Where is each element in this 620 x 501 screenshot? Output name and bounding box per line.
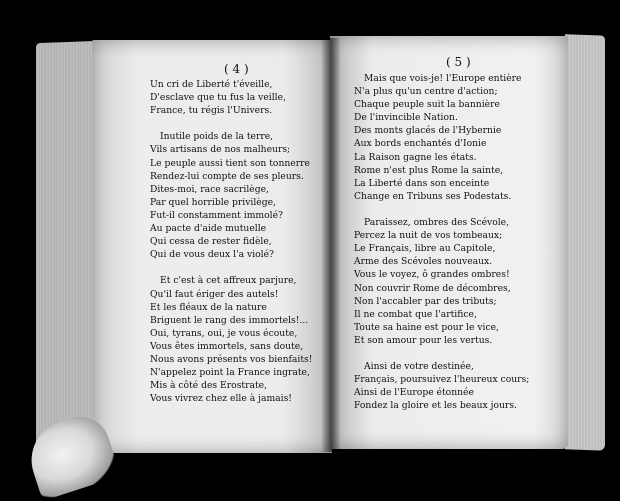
verse-line: Un cri de Liberté t'éveille,	[150, 79, 273, 90]
verse-line: Fondez la gloire et les beaux jours.	[354, 400, 517, 412]
verse-line: Non l'accabler par des tributs;	[354, 295, 497, 307]
verse-line: Vils artisans de nos malheurs;	[150, 144, 291, 156]
verse-line: Rendez-lui compte de ses pleurs.	[150, 170, 304, 182]
verse-line: Français, poursuivez l'heureux cours;	[354, 374, 530, 386]
verse-line: Ainsi de votre destinée,	[364, 361, 474, 373]
verse-line: Mis à côté des Erostrate,	[150, 380, 268, 392]
verse-line: Qu'il faut ériger des autels!	[150, 288, 279, 300]
verse-line: Par quel horrible privilège,	[150, 196, 276, 208]
verse-line: Paraissez, ombres des Scévole,	[364, 217, 510, 229]
verse-line: Et les fléaux de la nature	[150, 301, 267, 313]
verse-line: Rome n'est plus Rome la sainte,	[354, 164, 504, 176]
stanza-break	[354, 347, 529, 360]
verse-line: D'esclave que tu fus la veille,	[150, 92, 286, 104]
verse-line: Vous le voyez, ô grandes ombres!	[354, 269, 510, 281]
verse-line: Nous avons présents vos bienfaits!	[150, 353, 313, 365]
verse-line: Briguent le rang des immortels!...	[150, 314, 309, 326]
verse-line: Et c'est à cet affreux parjure,	[160, 275, 297, 287]
verse-line: Dites-moi, race sacrilège,	[150, 183, 269, 195]
verse-line: N'a plus qu'un centre d'action;	[354, 86, 498, 98]
verse-line: N'appelez point la France ingrate,	[150, 367, 310, 379]
verse-line: Il ne combat que l'artifice,	[354, 308, 477, 320]
right-page-number: ( 5 )	[446, 55, 471, 69]
verse-line: France, tu régis l'Univers.	[150, 105, 273, 117]
verse-line: Non couvrir Rome de décombres,	[354, 282, 511, 294]
stanza-break	[354, 203, 529, 216]
verse-line: La Liberté dans son enceinte	[354, 177, 490, 189]
verse-line: Au pacte d'aide mutuelle	[150, 223, 267, 235]
book-gutter	[322, 38, 340, 452]
verse-line: Chaque peuple suit la bannière	[354, 99, 500, 111]
verse-line: Ainsi de l'Europe étonnée	[354, 387, 474, 399]
verse-line: Le Français, libre au Capitole,	[354, 243, 496, 255]
stanza-break	[150, 261, 312, 274]
verse-line: Percez la nuit de vos tombeaux;	[354, 230, 503, 242]
page-stack-right	[565, 34, 605, 450]
verse-line: Vous vivrez chez elle à jamais!	[150, 393, 292, 405]
verse-line: Et son amour pour les vertus.	[354, 334, 493, 346]
left-page-text	[150, 78, 312, 405]
verse-line: Arme des Scévoles nouveaux.	[354, 256, 493, 268]
verse-line: Qui de vous deux l'a violé?	[150, 249, 274, 261]
verse-line: Vous êtes immortels, sans doute,	[150, 340, 304, 352]
verse-line: Aux bords enchantés d'Ionie	[354, 138, 487, 150]
stanza-break	[150, 117, 312, 130]
verse-line: Qui cessa de rester fidèle,	[150, 236, 272, 248]
verse-line: Le peuple aussi tient son tonnerre	[150, 157, 310, 169]
right-page-text	[354, 72, 529, 412]
verse-line: Inutile poids de la terre,	[160, 131, 274, 143]
verse-line: Change en Tribuns ses Podestats.	[354, 190, 512, 202]
verse-line: Oui, tyrans, oui, je vous écoute,	[150, 327, 298, 339]
page-stack-left	[36, 41, 98, 453]
verse-line: La Raison gagne les états.	[354, 151, 477, 163]
verse-line: Des monts glacés de l'Hybernie	[354, 125, 502, 137]
verse-line: Fut-il constamment immolé?	[150, 209, 283, 221]
verse-line: Toute sa haine est pour le vice,	[354, 321, 499, 333]
verse-line: Mais que vois-je! l'Europe entière	[364, 73, 522, 84]
verse-line: De l'invincible Nation.	[354, 112, 458, 124]
left-page-number: ( 4 )	[224, 62, 249, 76]
